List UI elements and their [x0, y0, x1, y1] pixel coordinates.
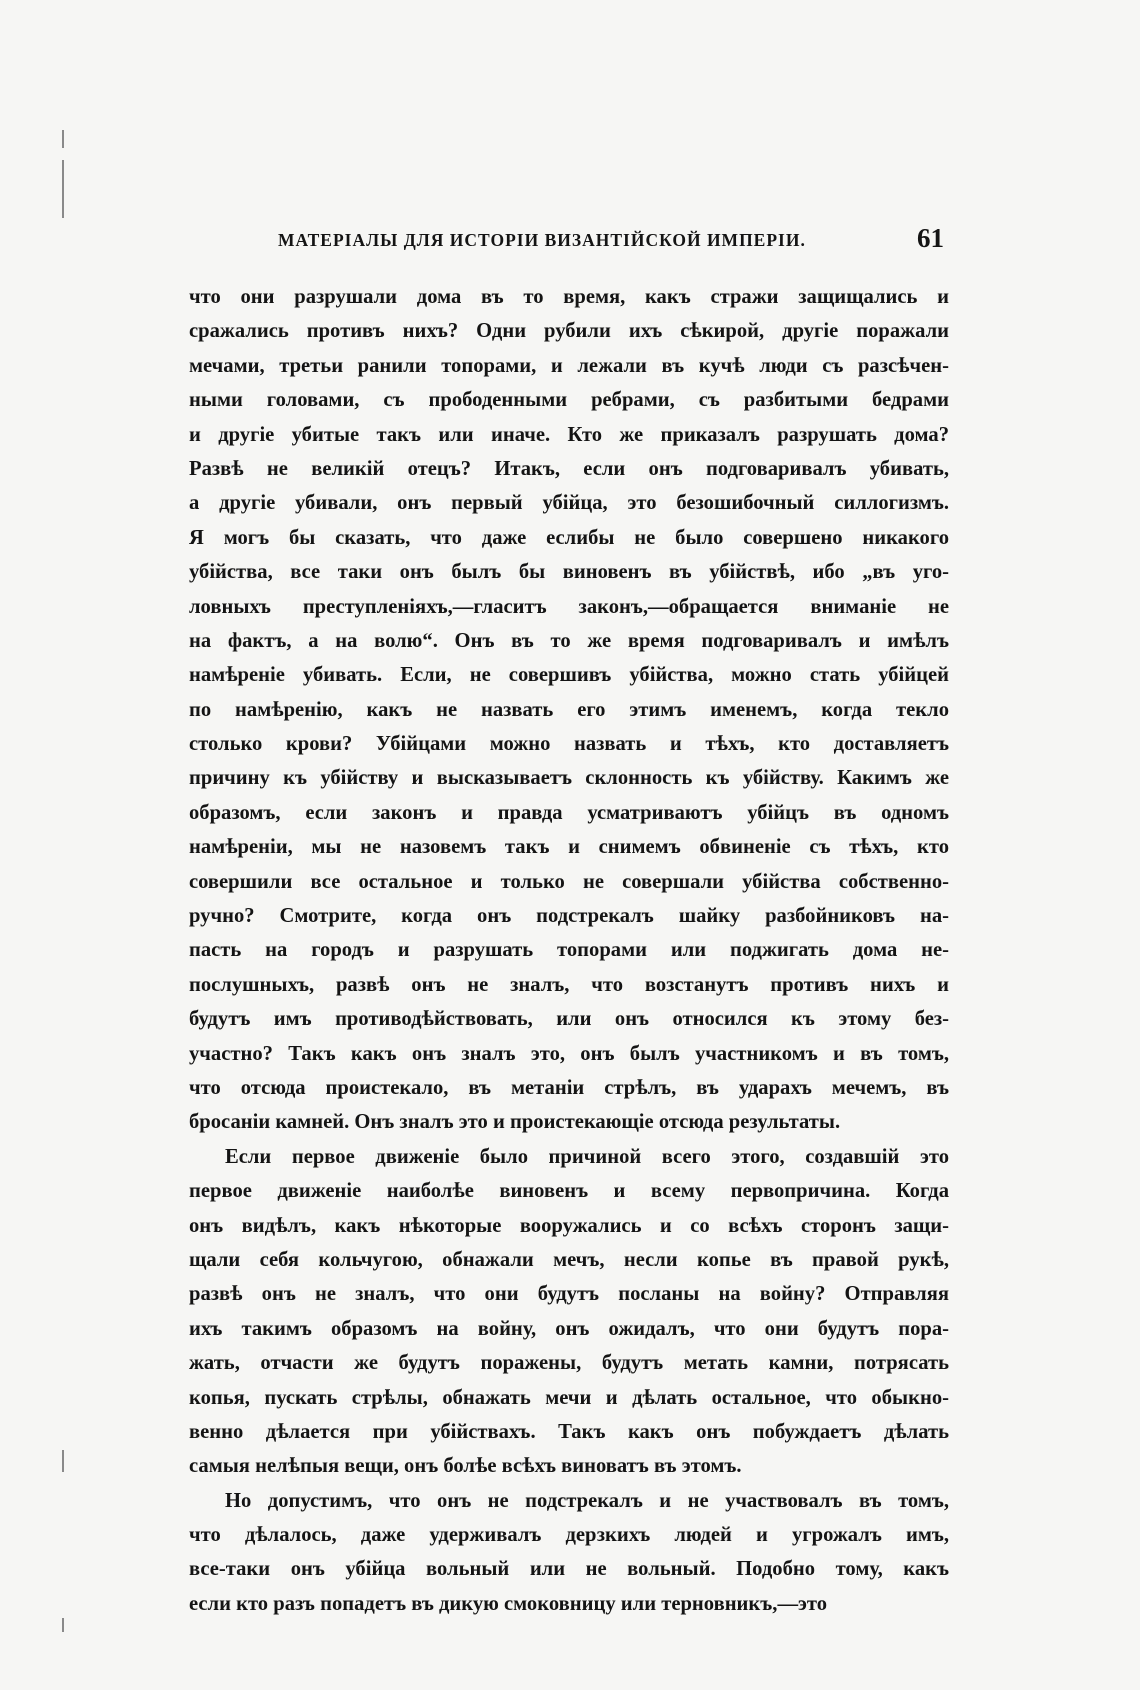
text-line: ными головами, съ прободенными ребрами, съ разбитыми бедрами [189, 389, 949, 412]
text-line: послушныхъ, развѣ онъ не зналъ, что возстанутъ противъ нихъ и [189, 973, 949, 996]
text-line: развѣ онъ не зналъ, что они будутъ посланы на войну? Отправляя [189, 1283, 949, 1306]
text-line: ловныхъ преступленіяхъ,—гласитъ законъ,—обращается вниманіе не [189, 595, 949, 618]
page-header [186, 223, 950, 262]
text-line: и другіе убитые такъ или иначе. Кто же приказалъ разрушать дома? [189, 423, 949, 446]
text-line: что дѣлалось, даже удерживалъ дерзкихъ людей и угрожалъ имъ, [189, 1524, 949, 1547]
text-line: первое движеніе наиболѣе виновенъ и всему первопричина. Когда [189, 1180, 949, 1203]
paragraph [189, 1140, 949, 1484]
text-line: что отсюда проистекало, въ метаніи стрѣлъ, въ ударахъ мечемъ, въ [189, 1076, 949, 1099]
text-line: если кто разъ попадетъ въ дикую смоковницу или терновникъ,—это [189, 1592, 828, 1615]
text-line: копья, пускать стрѣлы, обнажать мечи и дѣлать остальное, что обыкно- [189, 1386, 949, 1409]
text-line: щали себя кольчугою, обнажали мечъ, несли копье въ правой рукѣ, [189, 1248, 949, 1271]
text-line: мечами, третьи ранили топорами, и лежали въ кучѣ люди съ разсѣчен- [189, 354, 949, 377]
text-line: бросаніи камней. Онъ зналъ это и проистекающіе отсюда результаты. [189, 1111, 841, 1134]
page-number: 61 [917, 223, 944, 253]
paragraph [189, 1484, 949, 1622]
text-line: венно дѣлается при убійствахъ. Такъ какъ онъ побуждаетъ дѣлать [189, 1420, 949, 1443]
text-line: столько крови? Убійцами можно назвать и тѣхъ, кто доставляетъ [189, 733, 949, 756]
text-line: намѣреніи, мы не назовемъ такъ и снимемъ обвиненіе съ тѣхъ, кто [189, 836, 949, 859]
binding-shadow-mark [62, 130, 64, 148]
body-text [189, 280, 949, 1621]
text-line: Развѣ не великій отецъ? Итакъ, если онъ подговаривалъ убивать, [189, 457, 949, 480]
text-line: жать, отчасти же будутъ поражены, будутъ метать камни, потрясать [189, 1352, 949, 1375]
text-line: Если первое движеніе было причиной всего этого, создавшій это [225, 1145, 949, 1168]
text-line: убійства, все таки онъ былъ бы виновенъ въ убійствѣ, ибо „въ уго- [189, 561, 949, 584]
text-line: а другіе убивали, онъ первый убійца, это безошибочный силлогизмъ. [189, 492, 949, 515]
text-line: что они разрушали дома въ то время, какъ стражи защищались и [189, 286, 949, 308]
binding-shadow-mark [62, 160, 64, 218]
text-line: будутъ имъ противодѣйствовать, или онъ относился къ этому без- [189, 1008, 949, 1031]
text-line: Но допустимъ, что онъ не подстрекалъ и не участвовалъ въ томъ, [225, 1489, 949, 1512]
text-line: намѣреніе убивать. Если, не совершивъ убійства, можно стать убійцей [189, 664, 949, 687]
running-title: МАТЕРІАЛЫ ДЛЯ ИСТОРІИ ВИЗАНТІЙСКОЙ ИМПЕРІИ. [278, 230, 806, 250]
text-line: участно? Такъ какъ онъ зналъ это, онъ былъ участникомъ и въ томъ, [189, 1042, 949, 1065]
text-line: совершили все остальное и только не совершали убійства собственно- [189, 870, 949, 893]
text-line: самыя нелѣпыя вещи, онъ болѣе всѣхъ виноватъ въ этомъ. [189, 1455, 742, 1478]
binding-shadow-mark [62, 1450, 64, 1472]
text-line: онъ видѣлъ, какъ нѣкоторые вооружались и со всѣхъ сторонъ защи- [189, 1214, 949, 1237]
text-line: по намѣренію, какъ не назвать его этимъ именемъ, когда текло [189, 698, 949, 721]
text-line: пасть на городъ и разрушать топорами или поджигать дома не- [189, 939, 949, 962]
text-line: все-таки онъ убійца вольный или не вольный. Подобно тому, какъ [189, 1558, 949, 1581]
text-line: Я могъ бы сказать, что даже еслибы не было совершено никакого [189, 526, 949, 549]
text-line: ручно? Смотрите, когда онъ подстрекалъ шайку разбойниковъ на- [189, 905, 949, 928]
text-line: сражались противъ нихъ? Одни рубили ихъ сѣкирой, другіе поражали [189, 320, 949, 343]
paragraph [189, 280, 949, 1140]
text-line: ихъ такимъ образомъ на войну, онъ ожидалъ, что они будутъ пора- [189, 1317, 949, 1340]
binding-shadow-mark [62, 1618, 64, 1632]
text-line: на фактъ, а на волю“. Онъ въ то же время подговаривалъ и имѣлъ [189, 629, 949, 652]
text-line: причину къ убійству и высказываетъ склонность къ убійству. Какимъ же [189, 767, 949, 790]
text-line: образомъ, если законъ и правда усматриваютъ убійцъ въ одномъ [189, 801, 949, 824]
